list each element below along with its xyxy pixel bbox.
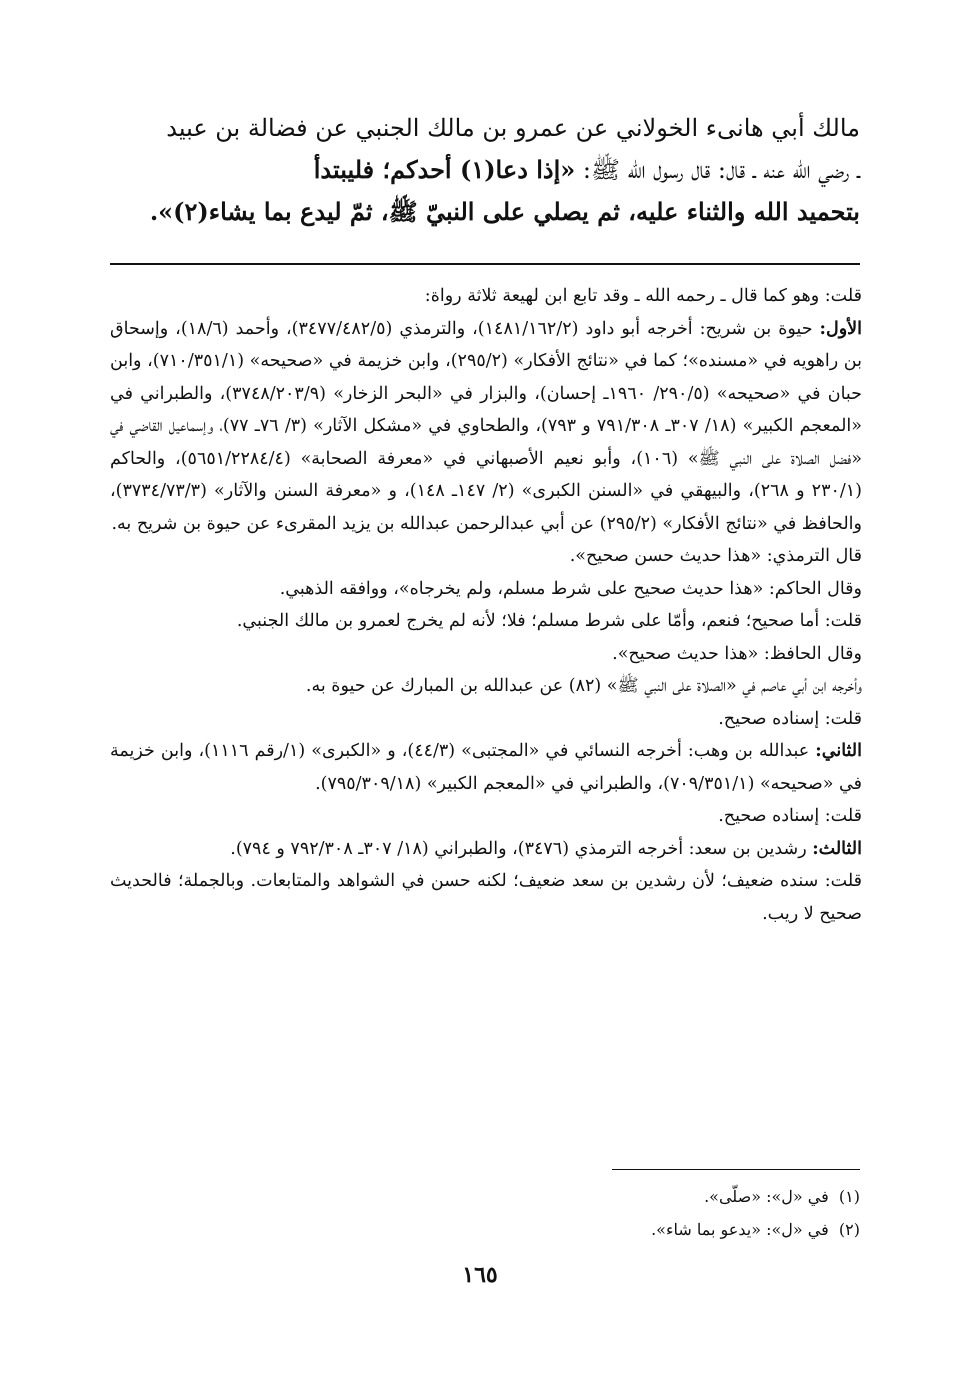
- footnote-divider: [612, 1169, 860, 1170]
- note-label-second: الثاني:: [815, 741, 863, 761]
- note-paragraph: [110, 573, 862, 606]
- takhrij-notes: [110, 280, 862, 930]
- main-text: [110, 108, 860, 232]
- note-text: حيوة بن شريح: أخرجه أبو داود (١٤٨١/١٦٢/٢)، والترمذي (٣٤٧٧/٤٨٢/٥)، وأحمد (١٨/٦)، وإسحاق بن راهويه في «مسنده»؛ كما في «نتائج الأفكار» (٢٩٥/٢)، وابن خزيمة في «صحيحه» (٧١٠/٣٥١/١)، وابن حبان في «صحيحه» (٢٩٠/٥/ ١٩٦٠ـ إحسان)، والبزار في «البحر الزخار» (٣٧٤٨/٢٠٣/٩)، والطبراني في «المعجم الكبير» (١٨/ ٣٠٧ـ ٧٩١/٣٠٨ و ٧٩٣)، والطحاوي في «مشكل الآثار» (٣/ ٧٦ـ ٧٧)، وإسماعيل القاضي في «فضل الصلاة على النبي ﷺ» (١٠٦)، وأبو نعيم الأصبهاني في «معرفة الصحابة» (٥٦٥١/٢٢٨٤/٤)، والحاكم (٢٣٠/١ و ٢٦٨)، والبيهقي في «السنن الكبرى» (٢/ ١٤٧ـ ١٤٨)، و «معرفة السنن والآثار» (٣٧٣٤/٧٣/٣)، والحافظ في «نتائج الأفكار» (٢٩٥/٢) عن أبي عبدالرحمن عبدالله بن يزيد المقرىء عن حيوة بن شريح به.: [110, 318, 863, 534]
- hadith-text-end: بتحميد الله والثناء عليه، ثم يصلي على النبيّ ﷺ، ثمّ ليدع بما يشاء(٢)».: [149, 197, 860, 226]
- note-paragraph: [110, 735, 862, 800]
- main-line-2: [110, 149, 860, 191]
- top-divider: [110, 263, 860, 265]
- note-text: قلت: إسناده صحيح.: [718, 806, 862, 826]
- note-label-first: الأول:: [819, 318, 862, 339]
- page-number: ١٦٥: [462, 1262, 498, 1288]
- footnote-text: في «ل»: «يدعو بما شاء».: [651, 1220, 829, 1239]
- note-paragraph: [110, 865, 862, 930]
- note-text: وقال الحافظ: «هذا حديث صحيح».: [612, 643, 862, 664]
- note-text: وقال الحاكم: «هذا حديث صحيح على شرط مسلم، ولم يخرجاه»، ووافقه الذهبي.: [279, 578, 862, 599]
- note-paragraph: [110, 605, 862, 638]
- footnote-text: في «ل»: «صلّى».: [704, 1187, 829, 1206]
- footnote-marker: (٢): [838, 1220, 860, 1239]
- note-paragraph: [110, 670, 862, 703]
- main-line-2-plain: ـ رضي الله عنه ـ قال: قال رسول الله ﷺ:: [575, 156, 860, 184]
- note-paragraph: [110, 313, 862, 541]
- footnote-1: [560, 1180, 860, 1213]
- footnote-2: [560, 1213, 860, 1246]
- main-line-1: مالك أبي هانىء الخولاني عن عمرو بن مالك الجنبي عن فضالة بن عبيد: [166, 114, 860, 142]
- main-line-3: [110, 191, 860, 232]
- note-text: وأخرجه ابن أبي عاصم في «الصلاة على النبي ﷺ» (٨٢) عن عبدالله بن المبارك عن حيوة به.: [305, 676, 862, 696]
- note-text: قلت: وهو كما قال ـ رحمه الله ـ وقد تابع ابن لهيعة ثلاثة رواة:: [424, 286, 862, 306]
- note-text: قلت: سنده ضعيف؛ لأن رشدين بن سعد ضعيف؛ لكنه حسن في الشواهد والمتابعات. وبالجملة؛ فالحديث صحيح لا ريب.: [110, 871, 862, 924]
- note-paragraph: [110, 638, 862, 671]
- note-text: قال الترمذي: «هذا حديث حسن صحيح».: [569, 546, 862, 566]
- note-paragraph: [110, 703, 862, 736]
- note-paragraph: [110, 833, 862, 866]
- note-text: قلت: إسناده صحيح.: [718, 708, 862, 729]
- note-paragraph: [110, 540, 862, 573]
- footnotes: [560, 1180, 860, 1246]
- note-paragraph: [110, 800, 862, 833]
- footnote-marker: (١): [838, 1187, 860, 1206]
- note-text: قلت: أما صحيح؛ فنعم، وأمّا على شرط مسلم؛ فلا؛ لأنه لم يخرج لعمرو بن مالك الجنبي.: [236, 611, 862, 631]
- note-text: عبدالله بن وهب: أخرجه النسائي في «المجتبى» (٤٤/٣)، و «الكبرى» (١/رقم ١١١٦)، وابن خزيمة في «صحيحه» (٧٠٩/٣٥١/١)، والطبراني في «المعجم الكبير» (٧٩٥/٣٠٩/١٨).: [110, 741, 862, 794]
- note-text: رشدين بن سعد: أخرجه الترمذي (٣٤٧٦)، والطبراني (١٨/ ٣٠٧ـ ٧٩٢/٣٠٨ و ٧٩٤).: [230, 838, 813, 859]
- note-paragraph: [110, 280, 862, 313]
- hadith-text-start: «إذا دعا(١) أحدكم؛ فليبتدأ: [313, 155, 576, 184]
- note-label-third: الثالث:: [812, 838, 862, 859]
